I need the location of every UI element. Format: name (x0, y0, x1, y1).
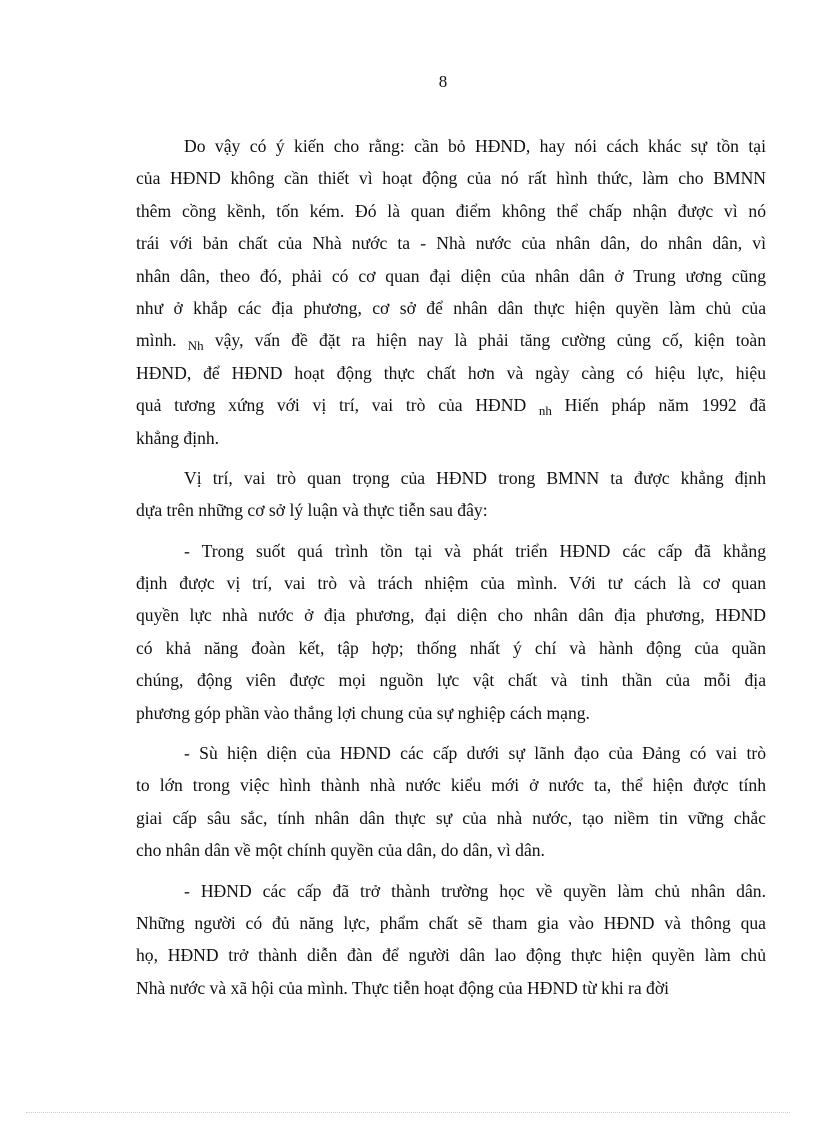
text-line: thêm cồng kềnh, tốn kém. Đó là quan điểm không thể chấp nhận được vì nó (136, 200, 766, 221)
text-line: HĐND, để HĐND hoạt động thực chất hơn và ngày càng có hiệu lực, hiệu (136, 362, 766, 383)
text-fragment: Hiến pháp năm 1992 đã (564, 395, 767, 416)
paragraph-5 (136, 875, 766, 1005)
text-line: họ, HĐND trở thành diễn đàn để người dân lao động thực hiện quyền làm chủ (136, 945, 766, 966)
paragraph-3 (136, 535, 766, 729)
text-line: phương góp phần vào thắng lợi chung của sự nghiệp cách mạng. (136, 702, 590, 723)
text-line (136, 389, 766, 421)
text-line: chúng, động viên được mọi nguồn lực vật chất và tinh thần của mỗi địa (136, 670, 766, 691)
text-line: to lớn trong việc hình thành nhà nước kiểu mới ở nước ta, thể hiện được tính (136, 775, 766, 796)
page-number: 8 (438, 72, 448, 91)
text-line: Những người có đủ năng lực, phẩm chất sẽ tham gia vào HĐND và thông qua (136, 912, 766, 933)
document-body (136, 130, 766, 1004)
misplaced-fragment: nh (538, 403, 552, 419)
text-fragment: quả tương xứng với vị trí, vai trò của HĐND (136, 395, 527, 416)
text-line: cho nhân dân về một chính quyền của dân, do dân, vì dân. (136, 840, 545, 861)
paragraph-2 (136, 462, 766, 527)
text-line: - Trong suốt quá trình tồn tại và phát triển HĐND các cấp đã khẳng (184, 540, 766, 561)
text-line: của HĐND không cần thiết vì hoạt động của nó rất hình thức, làm cho BMNN (136, 168, 766, 189)
text-line: Do vậy có ý kiến cho rằng: cần bỏ HĐND, hay nói cách khác sự tồn tại (184, 136, 766, 156)
misplaced-fragment: Nh (187, 338, 204, 354)
text-fragment: vậy, vấn đề đặt ra hiện nay là phải tăng cường củng cố, kiện toàn (214, 330, 766, 351)
text-line: quyền lực nhà nước ở địa phương, đại diện cho nhân dân địa phương, HĐND (136, 605, 766, 626)
text-line: định được vị trí, vai trò và trách nhiệm của mình. Với tư cách là cơ quan (136, 573, 766, 594)
text-line: - HĐND các cấp đã trở thành trường học về quyền làm chủ nhân dân. (184, 880, 766, 901)
text-line (136, 324, 766, 356)
text-line: khẳng định. (136, 427, 220, 448)
page-bottom-divider (26, 1112, 790, 1113)
text-line: giai cấp sâu sắc, tính nhân dân thực sự của nhà nước, tạo niềm tin vững chắc (136, 807, 766, 828)
text-line: nhân dân, theo đó, phải có cơ quan đại diện của nhân dân ở Trung ương cũng (136, 265, 766, 286)
text-fragment: mình. (136, 330, 177, 351)
paragraph-4 (136, 737, 766, 867)
text-line: trái với bản chất của Nhà nước ta - Nhà nước của nhân dân, do nhân dân, vì (136, 233, 766, 254)
text-line: như ở khắp các địa phương, cơ sở để nhân dân thực hiện quyền làm chủ của (136, 297, 766, 318)
text-line: có khả năng đoàn kết, tập hợp; thống nhất ý chí và hành động của quần (136, 637, 766, 658)
text-line: Nhà nước và xã hội của mình. Thực tiễn hoạt động của HĐND từ khi ra đời (136, 977, 670, 998)
text-line: Vị trí, vai trò quan trọng của HĐND trong BMNN ta được khẳng định (184, 467, 766, 488)
text-line: dựa trên những cơ sở lý luận và thực tiễn sau đây: (136, 500, 488, 521)
paragraph-1 (136, 130, 766, 454)
text-line: - Sù hiện diện của HĐND các cấp dưới sự lãnh đạo của Đảng có vai trò (184, 743, 766, 764)
